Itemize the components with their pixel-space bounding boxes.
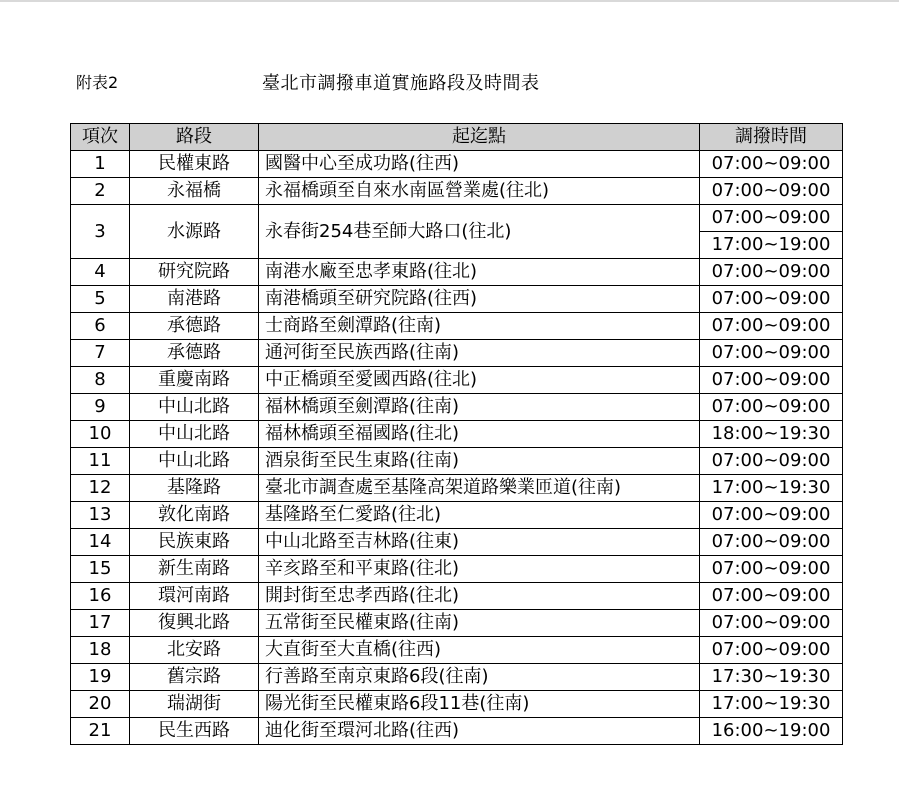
cell-span: 辛亥路至和平東路(往北)	[259, 556, 700, 583]
cell-road: 基隆路	[130, 475, 259, 502]
cell-time: 07:00~09:00	[700, 340, 843, 367]
table-row	[71, 313, 843, 340]
cell-span: 永福橋頭至自來水南區營業處(往北)	[259, 178, 700, 205]
cell-road: 中山北路	[130, 448, 259, 475]
cell-no: 12	[71, 475, 130, 502]
cell-road: 敦化南路	[130, 502, 259, 529]
table-row	[71, 448, 843, 475]
table-row	[71, 502, 843, 529]
annex-label: 附表2	[76, 73, 119, 92]
cell-span: 行善路至南京東路6段(往南)	[259, 664, 700, 691]
cell-time: 16:00~19:00	[700, 718, 843, 745]
cell-road: 研究院路	[130, 259, 259, 286]
cell-road: 北安路	[130, 637, 259, 664]
table-row	[71, 637, 843, 664]
cell-no: 15	[71, 556, 130, 583]
cell-road: 水源路	[130, 205, 259, 259]
cell-no: 18	[71, 637, 130, 664]
table-row	[71, 259, 843, 286]
cell-road: 重慶南路	[130, 367, 259, 394]
cell-time: 07:00~09:00	[700, 394, 843, 421]
cell-span: 大直街至大直橋(往西)	[259, 637, 700, 664]
cell-span: 中正橋頭至愛國西路(往北)	[259, 367, 700, 394]
table-row	[71, 286, 843, 313]
table-row	[71, 664, 843, 691]
cell-span: 國醫中心至成功路(往西)	[259, 151, 700, 178]
table-row	[71, 475, 843, 502]
cell-road: 承德路	[130, 313, 259, 340]
cell-no: 1	[71, 151, 130, 178]
cell-span: 福林橋頭至劍潭路(往南)	[259, 394, 700, 421]
table-row	[71, 556, 843, 583]
cell-time: 17:00~19:00	[700, 232, 843, 259]
table-row	[71, 178, 843, 205]
document-title: 臺北市調撥車道實施路段及時間表	[262, 73, 540, 94]
table-row	[71, 340, 843, 367]
cell-road: 永福橋	[130, 178, 259, 205]
cell-road: 民族東路	[130, 529, 259, 556]
cell-road: 瑞湖街	[130, 691, 259, 718]
cell-span: 迪化街至環河北路(往西)	[259, 718, 700, 745]
cell-span: 南港橋頭至研究院路(往西)	[259, 286, 700, 313]
table-body	[71, 151, 843, 745]
cell-no: 8	[71, 367, 130, 394]
cell-no: 3	[71, 205, 130, 259]
cell-time: 18:00~19:30	[700, 421, 843, 448]
cell-no: 5	[71, 286, 130, 313]
cell-no: 7	[71, 340, 130, 367]
cell-no: 9	[71, 394, 130, 421]
table-header-row	[71, 124, 843, 151]
table-row	[71, 421, 843, 448]
cell-span: 通河街至民族西路(往南)	[259, 340, 700, 367]
cell-span: 基隆路至仁愛路(往北)	[259, 502, 700, 529]
table-row	[71, 529, 843, 556]
cell-road: 舊宗路	[130, 664, 259, 691]
cell-road: 民生西路	[130, 718, 259, 745]
table-row	[71, 394, 843, 421]
cell-no: 14	[71, 529, 130, 556]
cell-time: 17:00~19:30	[700, 475, 843, 502]
cell-no: 19	[71, 664, 130, 691]
table-row	[71, 718, 843, 745]
table-row	[71, 367, 843, 394]
cell-no: 21	[71, 718, 130, 745]
cell-time: 07:00~09:00	[700, 151, 843, 178]
schedule-table	[70, 123, 843, 745]
cell-span: 五常街至民權東路(往南)	[259, 610, 700, 637]
header-road: 路段	[130, 124, 259, 151]
top-rule	[0, 0, 899, 2]
cell-time: 07:00~09:00	[700, 556, 843, 583]
cell-no: 20	[71, 691, 130, 718]
cell-time: 17:30~19:30	[700, 664, 843, 691]
cell-time: 07:00~09:00	[700, 367, 843, 394]
cell-no: 13	[71, 502, 130, 529]
cell-time: 07:00~09:00	[700, 502, 843, 529]
cell-time: 07:00~09:00	[700, 637, 843, 664]
cell-no: 10	[71, 421, 130, 448]
cell-time: 07:00~09:00	[700, 205, 843, 232]
cell-road: 中山北路	[130, 394, 259, 421]
table-row	[71, 151, 843, 178]
cell-time: 17:00~19:30	[700, 691, 843, 718]
cell-time: 07:00~09:00	[700, 286, 843, 313]
cell-time: 07:00~09:00	[700, 448, 843, 475]
cell-no: 2	[71, 178, 130, 205]
table-row	[71, 610, 843, 637]
cell-road: 復興北路	[130, 610, 259, 637]
header-no: 項次	[71, 124, 130, 151]
cell-span: 臺北市調查處至基隆高架道路樂業匝道(往南)	[259, 475, 700, 502]
cell-span: 永春街254巷至師大路口(往北)	[259, 205, 700, 259]
table-row	[71, 583, 843, 610]
header-time: 調撥時間	[700, 124, 843, 151]
cell-road: 承德路	[130, 340, 259, 367]
cell-time: 07:00~09:00	[700, 259, 843, 286]
table-row	[71, 205, 843, 232]
cell-span: 陽光街至民權東路6段11巷(往南)	[259, 691, 700, 718]
cell-road: 南港路	[130, 286, 259, 313]
cell-time: 07:00~09:00	[700, 583, 843, 610]
cell-road: 民權東路	[130, 151, 259, 178]
cell-span: 南港水廠至忠孝東路(往北)	[259, 259, 700, 286]
cell-road: 新生南路	[130, 556, 259, 583]
cell-no: 17	[71, 610, 130, 637]
cell-road: 中山北路	[130, 421, 259, 448]
cell-no: 11	[71, 448, 130, 475]
table-row	[71, 691, 843, 718]
cell-span: 士商路至劍潭路(往南)	[259, 313, 700, 340]
cell-span: 福林橋頭至福國路(往北)	[259, 421, 700, 448]
cell-no: 16	[71, 583, 130, 610]
header-span: 起迄點	[259, 124, 700, 151]
cell-span: 中山北路至吉林路(往東)	[259, 529, 700, 556]
cell-road: 環河南路	[130, 583, 259, 610]
cell-time: 07:00~09:00	[700, 529, 843, 556]
cell-time: 07:00~09:00	[700, 178, 843, 205]
cell-time: 07:00~09:00	[700, 610, 843, 637]
cell-span: 開封街至忠孝西路(往北)	[259, 583, 700, 610]
cell-time: 07:00~09:00	[700, 313, 843, 340]
cell-span: 酒泉街至民生東路(往南)	[259, 448, 700, 475]
cell-no: 6	[71, 313, 130, 340]
cell-no: 4	[71, 259, 130, 286]
